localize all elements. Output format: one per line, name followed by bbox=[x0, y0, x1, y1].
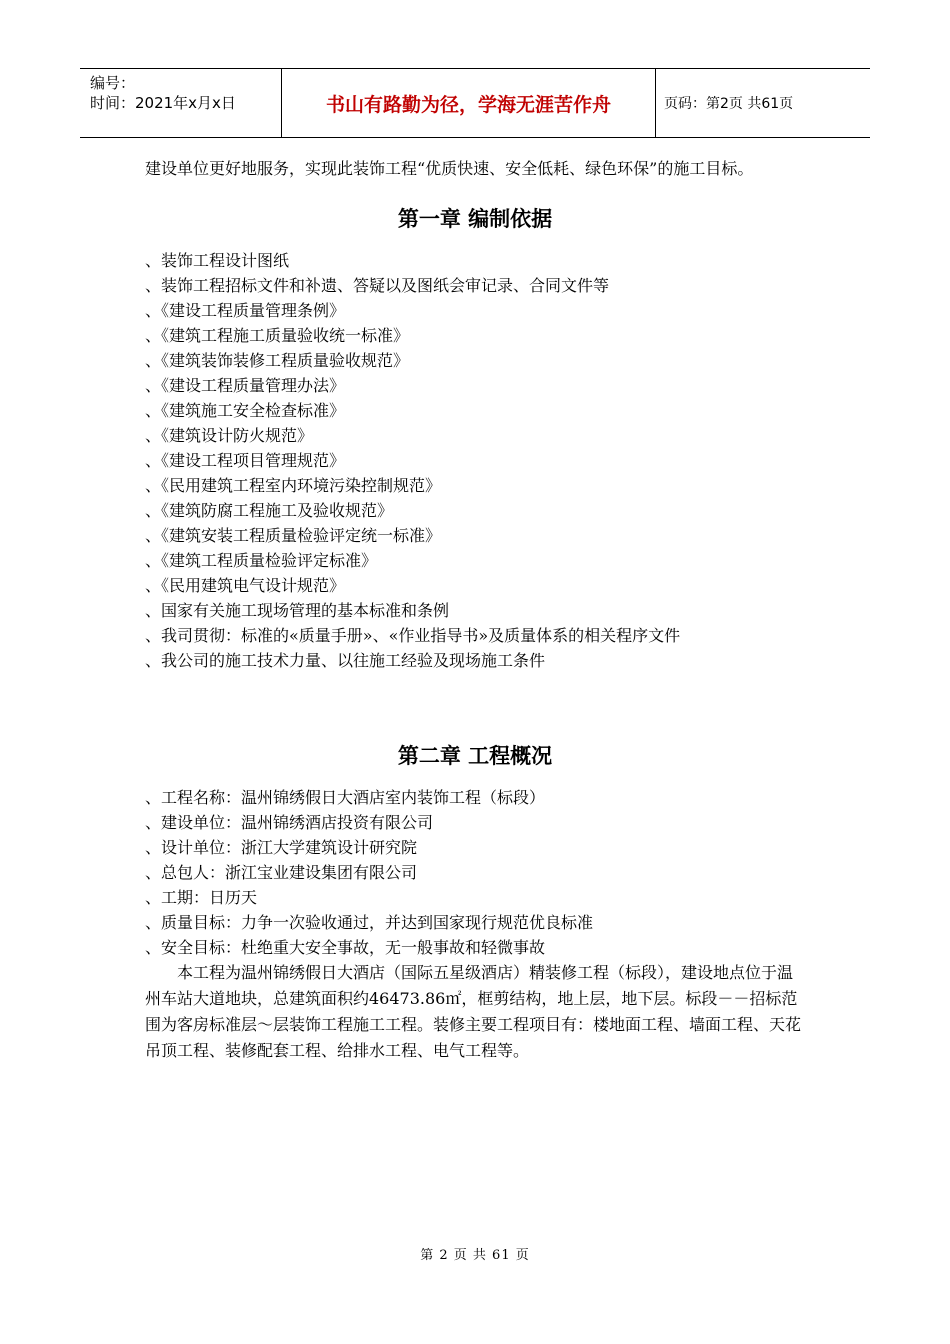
list-item: 、工程名称：温州锦绣假日大酒店室内装饰工程（标段） bbox=[145, 788, 546, 807]
chapter-1-title: 第一章 编制依据 bbox=[397, 207, 553, 231]
list-item: 、《建筑安装工程质量检验评定统一标准》 bbox=[145, 526, 442, 545]
document-number-label: 编号： bbox=[90, 74, 136, 92]
page-footer: 第 2 页 共 61 页 bbox=[420, 1248, 530, 1263]
project-description: 本工程为温州锦绣假日大酒店（国际五星级酒店）精装修工程（标段），建设地点位于温州车站大道地块，总建筑面积约46473.86㎡，框剪结构，地上层，地下层。标段－－招标范围为客房标准层～层装饰工程施工工程。装修主要工程项目有：楼地面工程、墙面工程、天花吊顶工程、装修配套工程、给排水工程、电气工程等。 bbox=[145, 963, 802, 1060]
list-item: 、我司贯彻：标准的«质量手册»、«作业指导书»及质量体系的相关程序文件 bbox=[145, 626, 681, 645]
list-item: 、《建筑防腐工程施工及验收规范》 bbox=[145, 501, 394, 520]
list-item: 、设计单位：浙江大学建筑设计研究院 bbox=[145, 838, 418, 857]
list-item: 、安全目标：杜绝重大安全事故，无一般事故和轻微事故 bbox=[145, 938, 546, 957]
list-item: 、《民用建筑工程室内环境污染控制规范》 bbox=[145, 476, 442, 495]
chapter-1-list bbox=[145, 248, 805, 673]
list-item: 、《建设工程质量管理办法》 bbox=[145, 376, 346, 395]
list-item: 、《建筑装饰装修工程质量验收规范》 bbox=[145, 351, 410, 370]
header-page-number: 页码：第2页 共61页 bbox=[664, 96, 794, 112]
intro-paragraph: 建设单位更好地服务，实现此装饰工程“优质快速、安全低耗、绿色环保”的施工目标。 bbox=[145, 159, 754, 178]
list-item: 、《建设工程项目管理规范》 bbox=[145, 451, 346, 470]
header-meta bbox=[80, 69, 282, 137]
list-item: 、《建设工程质量管理条例》 bbox=[145, 301, 346, 320]
list-item: 、《建筑施工安全检查标准》 bbox=[145, 401, 346, 420]
list-item: 、装饰工程设计图纸 bbox=[145, 251, 290, 270]
list-item: 、我公司的施工技术力量、以往施工经验及现场施工条件 bbox=[145, 651, 546, 670]
page-header bbox=[80, 68, 870, 138]
chapter-2-list bbox=[145, 785, 805, 960]
list-item: 、质量目标：力争一次验收通过，并达到国家现行规范优良标准 bbox=[145, 913, 594, 932]
header-motto: 书山有路勤为径，学海无涯苦作舟 bbox=[282, 69, 656, 137]
list-item: 、工期：日历天 bbox=[145, 888, 258, 907]
list-item: 、总包人：浙江宝业建设集团有限公司 bbox=[145, 863, 418, 882]
list-item: 、国家有关施工现场管理的基本标准和条例 bbox=[145, 601, 450, 620]
document-body bbox=[145, 156, 805, 1064]
document-time-label: 时间：2021年x月x日 bbox=[90, 94, 236, 112]
list-item: 、建设单位：温州锦绣酒店投资有限公司 bbox=[145, 813, 434, 832]
list-item: 、《建筑工程施工质量验收统一标准》 bbox=[145, 326, 410, 345]
list-item: 、《建筑设计防火规范》 bbox=[145, 426, 314, 445]
list-item: 、《建筑工程质量检验评定标准》 bbox=[145, 551, 378, 570]
list-item: 、装饰工程招标文件和补遗、答疑以及图纸会审记录、合同文件等 bbox=[145, 276, 610, 295]
list-item: 、《民用建筑电气设计规范》 bbox=[145, 576, 346, 595]
chapter-2-title: 第二章 工程概况 bbox=[397, 744, 553, 768]
